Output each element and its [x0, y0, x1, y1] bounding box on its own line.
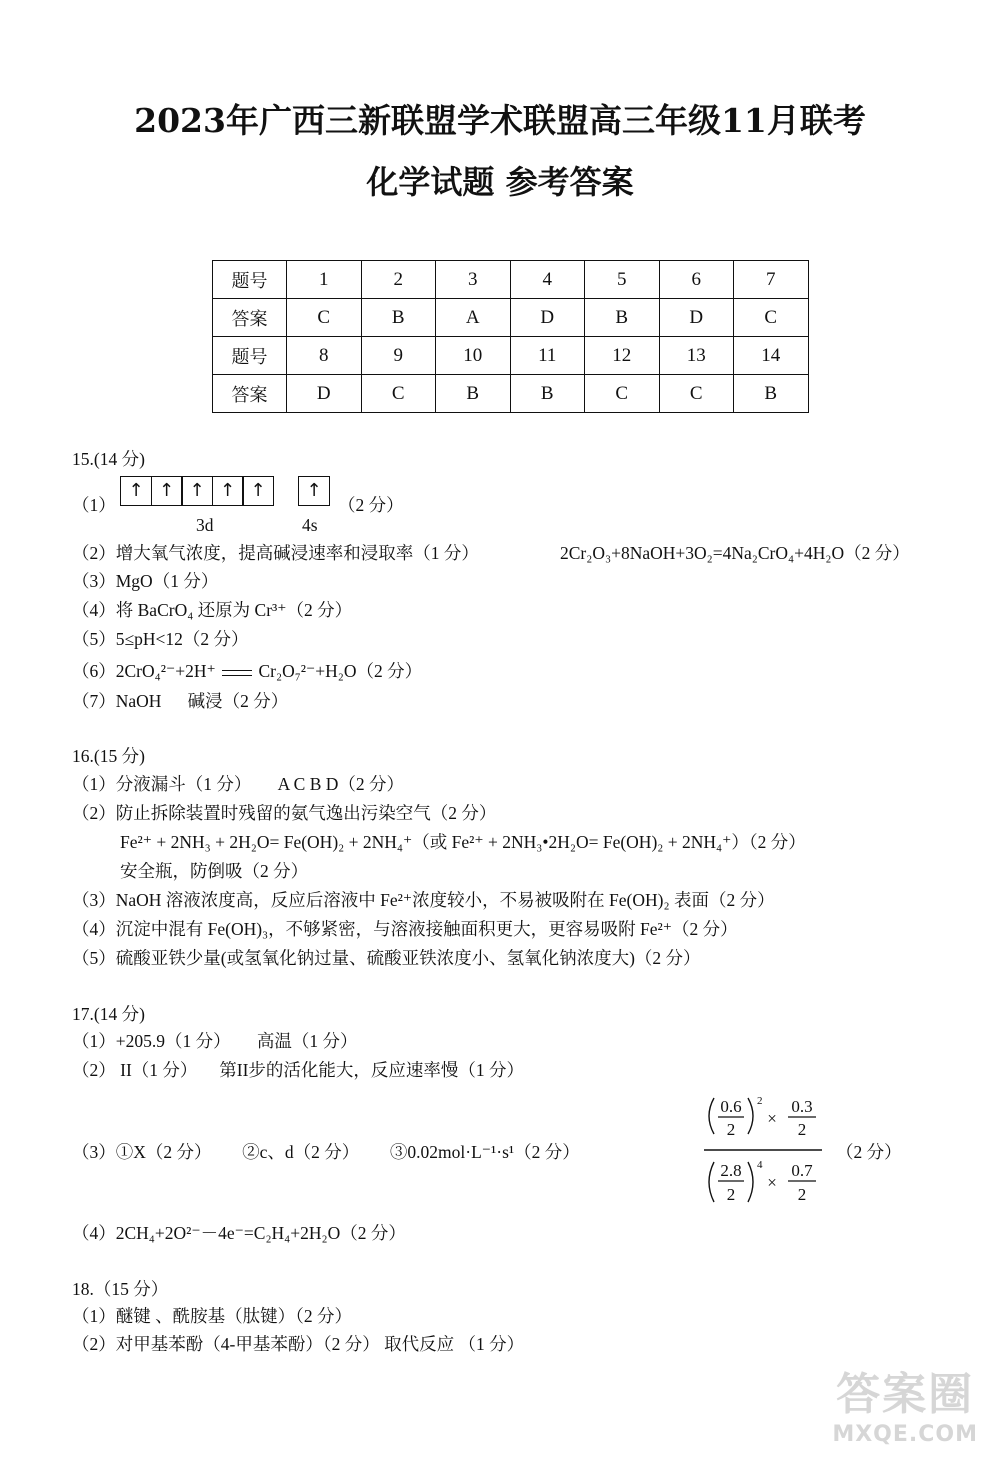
- up-arrow-icon: ↑: [242, 476, 274, 506]
- table-cell: 8: [287, 337, 362, 375]
- row-label: 题号: [213, 337, 287, 375]
- q18-p2: （2）对甲基苯酚（4-甲基苯酚）（2 分） 取代反应 （1 分）: [72, 1334, 525, 1354]
- q15-p2: （2）增大氧气浓度，提高碱浸速率和浸取率（1 分）: [72, 543, 479, 563]
- times-sign: ×: [767, 1173, 777, 1192]
- up-arrow-icon: ↑: [181, 476, 213, 506]
- frac-num-2: 0.3: [791, 1097, 813, 1116]
- table-row: [213, 375, 809, 413]
- q16-p4: （4）沉淀中混有 Fe(OH)₃，不够紧密，与溶液接触面积更大，更容易吸附 Fe²⁺（2 分）: [72, 919, 738, 939]
- table-cell: C: [659, 375, 734, 413]
- equilibrium-constant-fraction: [700, 1092, 830, 1218]
- orbital-label-4s: 4s: [302, 515, 318, 535]
- q16-p2: （2）防止拆除装置时残留的氨气逸出污染空气（2 分）: [72, 803, 497, 823]
- q16-p3: （3）NaOH 溶液浓度高，反应后溶液中 Fe²⁺浓度较小，不易被吸附在 Fe(OH)₂ 表面（2 分）: [72, 890, 775, 910]
- table-row: [213, 299, 809, 337]
- q15-p6: [72, 660, 422, 682]
- exp-2: 2: [757, 1095, 763, 1107]
- q18-p1: （1）醚键 、酰胺基（肽键）（2 分）: [72, 1306, 352, 1326]
- q15-p1-label: （1）: [72, 495, 116, 515]
- table-cell: 9: [361, 337, 436, 375]
- table-cell: 14: [734, 337, 809, 375]
- page-title: 2023年广西三新联盟学术联盟高三年级11月联考: [134, 101, 866, 140]
- q16-p1: （1）分液漏斗（1 分） A C B D（2 分）: [72, 774, 405, 794]
- q15-p2-equation: 2Cr₂O₃+8NaOH+3O₂=4Na₂CrO₄+4H₂O（2 分）: [560, 543, 910, 563]
- table-cell: 2: [361, 261, 436, 299]
- up-arrow-icon: ↑: [151, 476, 183, 506]
- frac-num-4: 0.7: [791, 1161, 813, 1180]
- q15-p4: （4）将 BaCrO₄ 还原为 Cr³⁺（2 分）: [72, 600, 353, 620]
- page-subtitle: 化学试题 参考答案: [366, 163, 634, 201]
- table-cell: 7: [734, 261, 809, 299]
- q16-p2-note: 安全瓶，防倒吸（2 分）: [120, 861, 309, 881]
- table-cell: 3: [436, 261, 511, 299]
- frac-num-1: 0.6: [720, 1097, 742, 1116]
- table-cell: B: [734, 375, 809, 413]
- up-arrow-icon: ↑: [212, 476, 244, 506]
- table-cell: 1: [287, 261, 362, 299]
- equilibrium-arrow-icon: [220, 666, 254, 680]
- q17-p3-score: （2 分）: [836, 1142, 902, 1162]
- q17-heading: 17.(14 分): [72, 1004, 145, 1024]
- frac-num-3: 2.8: [720, 1161, 742, 1180]
- q17-p1: （1）+205.9（1 分） 高温（1 分）: [72, 1031, 358, 1051]
- table-row: [213, 337, 809, 375]
- q15-p6-left: （6）2CrO₄²⁻+2H⁺: [72, 661, 216, 681]
- table-cell: C: [361, 375, 436, 413]
- q15-heading: 15.(14 分): [72, 449, 145, 469]
- orbital-label-3d: 3d: [196, 515, 214, 535]
- up-arrow-icon: ↑: [298, 476, 330, 506]
- table-cell: C: [734, 299, 809, 337]
- frac-den-2: 2: [797, 1120, 807, 1139]
- table-cell: B: [510, 375, 585, 413]
- answer-table: [212, 260, 809, 413]
- q15-p3: （3）MgO（1 分）: [72, 571, 219, 591]
- frac-den-2: 2: [726, 1120, 736, 1139]
- watermark-text: 答案圈: [836, 1369, 975, 1420]
- q17-p4: （4）2CH₄+2O²⁻－4e⁻=C₂H₄+2H₂O（2 分）: [72, 1223, 406, 1243]
- frac-den-2: 2: [726, 1185, 736, 1204]
- q17-p3: （3）①X（2 分） ②c、d（2 分） ③0.02mol·L⁻¹·s¹（2 分）: [72, 1142, 580, 1162]
- table-cell: D: [510, 299, 585, 337]
- table-cell: 10: [436, 337, 511, 375]
- watermark-logo: [832, 1358, 978, 1447]
- table-cell: C: [287, 299, 362, 337]
- table-cell: B: [436, 375, 511, 413]
- times-sign: ×: [767, 1109, 777, 1128]
- table-cell: 13: [659, 337, 734, 375]
- table-cell: 12: [585, 337, 660, 375]
- table-cell: D: [287, 375, 362, 413]
- table-cell: 6: [659, 261, 734, 299]
- q15-p5: （5）5≤pH<12（2 分）: [72, 629, 249, 649]
- table-cell: C: [585, 375, 660, 413]
- table-cell: B: [361, 299, 436, 337]
- table-cell: D: [659, 299, 734, 337]
- q17-p2: （2） II（1 分） 第II步的活化能大，反应速率慢（1 分）: [72, 1060, 525, 1080]
- q16-heading: 16.(15 分): [72, 746, 145, 766]
- table-cell: A: [436, 299, 511, 337]
- table-cell: 11: [510, 337, 585, 375]
- q16-p2-equation: Fe²⁺ + 2NH₃ + 2H₂O= Fe(OH)₂ + 2NH₄⁺（或 Fe²⁺ + 2NH₃•2H₂O= Fe(OH)₂ + 2NH₄⁺）（2 分）: [120, 832, 806, 852]
- q15-p6-right: Cr₂O₇²⁻+H₂O（2 分）: [258, 661, 423, 681]
- table-cell: 4: [510, 261, 585, 299]
- row-label: 答案: [213, 375, 287, 413]
- q18-heading: 18.（15 分）: [72, 1279, 169, 1299]
- watermark-url: MXQE.COM: [832, 1422, 978, 1447]
- frac-den-2: 2: [797, 1185, 807, 1204]
- orbital-diagram-3d: [120, 476, 274, 506]
- q15-p7: （7）NaOH 碱浸（2 分）: [72, 691, 289, 711]
- row-label: 题号: [213, 261, 287, 299]
- q15-p1-score: （2 分）: [338, 495, 404, 515]
- q16-p5: （5）硫酸亚铁少量(或氢氧化钠过量、硫酸亚铁浓度小、氢氧化钠浓度大)（2 分）: [72, 948, 701, 968]
- table-row: [213, 261, 809, 299]
- row-label: 答案: [213, 299, 287, 337]
- table-cell: B: [585, 299, 660, 337]
- table-cell: 5: [585, 261, 660, 299]
- exp-4: 4: [757, 1159, 763, 1171]
- up-arrow-icon: ↑: [120, 476, 152, 506]
